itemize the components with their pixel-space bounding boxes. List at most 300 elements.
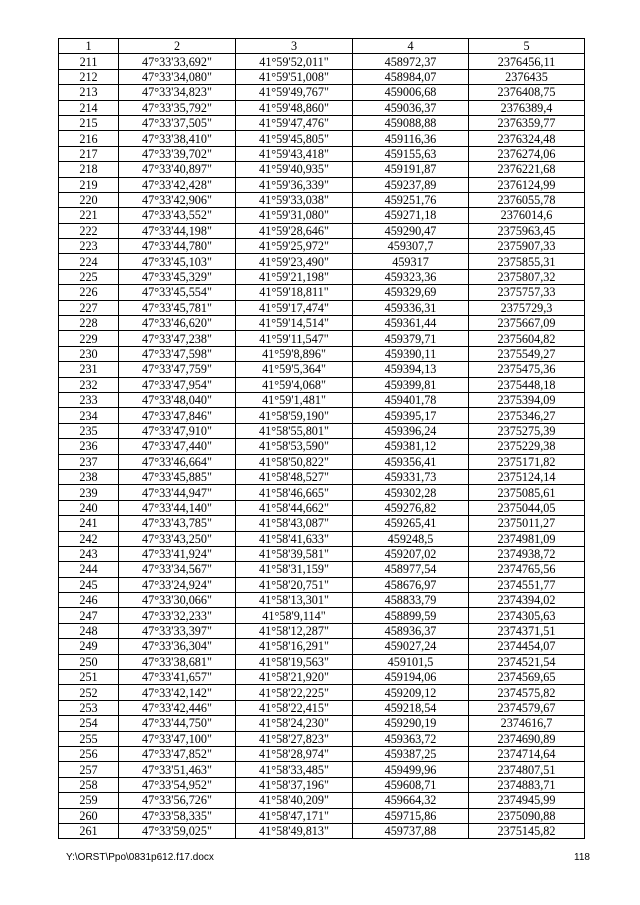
table-cell: 2375475,36 [469,362,585,377]
table-cell: 459499,96 [353,762,469,777]
table-row [59,146,585,161]
table-cell: 47°33'33,397" [119,623,236,638]
table-cell: 41°58'39,581" [236,546,353,561]
table-cell: 47°33'47,238" [119,331,236,346]
table-cell: 47°33'43,250" [119,531,236,546]
table-cell: 41°59'52,011" [236,54,353,69]
table-cell: 247 [59,608,119,623]
table-cell: 41°59'43,418" [236,146,353,161]
table-cell: 47°33'47,759" [119,362,236,377]
table-row [59,54,585,69]
table-cell: 41°59'1,481" [236,392,353,407]
table-cell: 47°33'44,140" [119,500,236,515]
table-cell: 41°58'59,190" [236,408,353,423]
table-cell: 459336,31 [353,300,469,315]
table-cell: 2374883,71 [469,777,585,792]
table-cell: 256 [59,746,119,761]
table-cell: 47°33'47,954" [119,377,236,392]
table-cell: 41°59'40,935" [236,162,353,177]
table-cell: 47°33'59,025" [119,823,236,838]
table-cell: 41°58'46,665" [236,485,353,500]
table-cell: 41°58'37,196" [236,777,353,792]
table-cell: 2375346,27 [469,408,585,423]
table-cell: 47°33'42,142" [119,685,236,700]
table-cell: 246 [59,593,119,608]
table-cell: 47°33'47,910" [119,423,236,438]
table-row [59,777,585,792]
table-cell: 2374938,72 [469,546,585,561]
table-cell: 459664,32 [353,793,469,808]
table-row [59,670,585,685]
table-cell: 41°59'14,514" [236,316,353,331]
table-cell: 227 [59,300,119,315]
table-cell: 2374575,82 [469,685,585,700]
table-cell: 2376274,06 [469,146,585,161]
table-cell: 459191,87 [353,162,469,177]
table-cell: 41°58'55,801" [236,423,353,438]
table-row [59,192,585,207]
table-cell: 2376055,78 [469,192,585,207]
table-cell: 459027,24 [353,639,469,654]
table-cell: 2374945,99 [469,793,585,808]
table-cell: 458676,97 [353,577,469,592]
table-row [59,654,585,669]
table-cell: 459248,5 [353,531,469,546]
table-row [59,346,585,361]
table-cell: 240 [59,500,119,515]
table-cell: 459290,47 [353,223,469,238]
table-row [59,316,585,331]
table-cell: 2376456,11 [469,54,585,69]
table-cell: 242 [59,531,119,546]
table-cell: 233 [59,392,119,407]
table-row [59,516,585,531]
table-row [59,362,585,377]
table-cell: 459399,81 [353,377,469,392]
table-row [59,593,585,608]
table-cell: 243 [59,546,119,561]
table-cell: 41°59'51,008" [236,69,353,84]
table-cell: 47°33'45,781" [119,300,236,315]
table-header-row [59,39,585,54]
table-cell: 231 [59,362,119,377]
table-cell: 41°59'48,860" [236,100,353,115]
table-cell: 47°33'36,304" [119,639,236,654]
table-cell: 459396,24 [353,423,469,438]
table-cell: 47°33'44,198" [119,223,236,238]
table-cell: 2374371,51 [469,623,585,638]
table-cell: 217 [59,146,119,161]
table-cell: 41°58'43,087" [236,516,353,531]
table-cell: 254 [59,716,119,731]
table-cell: 241 [59,516,119,531]
table-cell: 459363,72 [353,731,469,746]
table-row [59,608,585,623]
table-row [59,331,585,346]
table-cell: 232 [59,377,119,392]
table-cell: 261 [59,823,119,838]
table-cell: 41°59'31,080" [236,208,353,223]
table-cell: 255 [59,731,119,746]
table-cell: 215 [59,115,119,130]
table-cell: 47°33'45,554" [119,285,236,300]
coordinates-table [58,38,585,839]
table-cell: 2374690,89 [469,731,585,746]
table-cell: 459271,18 [353,208,469,223]
table-row [59,639,585,654]
table-cell: 229 [59,331,119,346]
table-cell: 41°58'22,415" [236,700,353,715]
table-cell: 459155,63 [353,146,469,161]
table-cell: 47°33'43,785" [119,516,236,531]
table-cell: 459290,19 [353,716,469,731]
table-cell: 41°59'8,896" [236,346,353,361]
table-cell: 228 [59,316,119,331]
table-cell: 47°33'47,846" [119,408,236,423]
table-cell: 2376435 [469,69,585,84]
table-cell: 236 [59,439,119,454]
table-cell: 47°33'48,040" [119,392,236,407]
table-row [59,577,585,592]
table-cell: 41°58'12,287" [236,623,353,638]
table-row [59,269,585,284]
table-cell: 230 [59,346,119,361]
table-cell: 459209,12 [353,685,469,700]
table-cell: 234 [59,408,119,423]
table-cell: 41°58'50,822" [236,454,353,469]
footer-file-path: Y:\ORST\Ppo\0831p612.f17.docx [66,852,214,863]
table-cell: 2374579,67 [469,700,585,715]
table-cell: 41°58'19,563" [236,654,353,669]
table-cell: 459361,44 [353,316,469,331]
table-cell: 235 [59,423,119,438]
table-row [59,423,585,438]
table-cell: 2375907,33 [469,239,585,254]
table-row [59,254,585,269]
table-cell: 41°58'48,527" [236,469,353,484]
table-cell: 459395,17 [353,408,469,423]
table-cell: 249 [59,639,119,654]
table-cell: 459116,36 [353,131,469,146]
table-cell: 41°58'22,225" [236,685,353,700]
table-row [59,69,585,84]
table-cell: 47°33'34,823" [119,85,236,100]
table-cell: 459608,71 [353,777,469,792]
table-cell: 258 [59,777,119,792]
table-cell: 47°33'51,463" [119,762,236,777]
table-cell: 211 [59,54,119,69]
table-cell: 41°58'44,662" [236,500,353,515]
table-cell: 459307,7 [353,239,469,254]
table-cell: 237 [59,454,119,469]
table-cell: 244 [59,562,119,577]
table-cell: 253 [59,700,119,715]
table-cell: 47°33'56,726" [119,793,236,808]
table-row [59,392,585,407]
table-cell: 2374454,07 [469,639,585,654]
table-cell: 41°59'21,198" [236,269,353,284]
table-cell: 2375667,09 [469,316,585,331]
table-cell: 459194,06 [353,670,469,685]
table-cell: 259 [59,793,119,808]
table-cell: 41°58'20,751" [236,577,353,592]
table-row [59,131,585,146]
table-cell: 47°33'44,780" [119,239,236,254]
footer-page-number: 118 [574,852,590,863]
table-cell: 257 [59,762,119,777]
table-cell: 2376359,77 [469,115,585,130]
table-row [59,300,585,315]
table-cell: 2375171,82 [469,454,585,469]
table-cell: 459356,41 [353,454,469,469]
table-cell: 41°58'24,230" [236,716,353,731]
table-cell: 214 [59,100,119,115]
table-cell: 459207,02 [353,546,469,561]
table-cell: 41°59'36,339" [236,177,353,192]
table-cell: 47°33'45,103" [119,254,236,269]
table-cell: 2374394,02 [469,593,585,608]
table-cell: 41°59'17,474" [236,300,353,315]
table-row [59,85,585,100]
table-cell: 47°33'40,897" [119,162,236,177]
table-cell: 41°58'41,633" [236,531,353,546]
header-cell-3: 3 [236,39,353,54]
table-cell: 2374551,77 [469,577,585,592]
table-cell: 223 [59,239,119,254]
table-cell: 459323,36 [353,269,469,284]
table-cell: 2375124,14 [469,469,585,484]
table-cell: 2376124,99 [469,177,585,192]
header-cell-1: 1 [59,39,119,54]
table-cell: 459265,41 [353,516,469,531]
table-cell: 41°59'23,490" [236,254,353,269]
table-cell: 47°33'39,702" [119,146,236,161]
table-row [59,439,585,454]
table-cell: 47°33'42,446" [119,700,236,715]
table-cell: 47°33'34,080" [119,69,236,84]
table-row [59,623,585,638]
table-cell: 239 [59,485,119,500]
table-cell: 459715,86 [353,808,469,823]
table-row [59,285,585,300]
table-row [59,115,585,130]
table-cell: 47°33'47,598" [119,346,236,361]
table-row [59,408,585,423]
table-cell: 260 [59,808,119,823]
table-cell: 47°33'38,410" [119,131,236,146]
table-cell: 226 [59,285,119,300]
table-cell: 47°33'46,620" [119,316,236,331]
table-row [59,208,585,223]
table-cell: 47°33'33,692" [119,54,236,69]
table-cell: 252 [59,685,119,700]
table-cell: 2376221,68 [469,162,585,177]
table-cell: 2375604,82 [469,331,585,346]
table-row [59,377,585,392]
table-row [59,454,585,469]
table-cell: 458936,37 [353,623,469,638]
table-cell: 41°59'11,547" [236,331,353,346]
table-cell: 47°33'41,924" [119,546,236,561]
table-cell: 47°33'45,885" [119,469,236,484]
table-cell: 459251,76 [353,192,469,207]
table-cell: 459006,68 [353,85,469,100]
table-cell: 47°33'38,681" [119,654,236,669]
table-cell: 2375085,61 [469,485,585,500]
table-cell: 47°33'42,906" [119,192,236,207]
table-cell: 47°33'47,100" [119,731,236,746]
table-cell: 2375729,3 [469,300,585,315]
table-cell: 459101,5 [353,654,469,669]
table-row [59,793,585,808]
table-row [59,531,585,546]
table-cell: 2374521,54 [469,654,585,669]
table-cell: 2374569,65 [469,670,585,685]
table-cell: 47°33'32,233" [119,608,236,623]
table-cell: 41°59'4,068" [236,377,353,392]
table-cell: 41°59'33,038" [236,192,353,207]
table-cell: 2376014,6 [469,208,585,223]
table-cell: 2374807,51 [469,762,585,777]
table-cell: 2374616,7 [469,716,585,731]
table-row [59,162,585,177]
table-cell: 459317 [353,254,469,269]
table-cell: 216 [59,131,119,146]
table-cell: 250 [59,654,119,669]
table-cell: 41°59'28,646" [236,223,353,238]
table-cell: 2375757,33 [469,285,585,300]
table-cell: 459401,78 [353,392,469,407]
table-cell: 2375394,09 [469,392,585,407]
table-row [59,716,585,731]
table-row [59,823,585,838]
table-cell: 41°58'21,920" [236,670,353,685]
table-cell: 47°33'46,664" [119,454,236,469]
table-row [59,808,585,823]
table-cell: 47°33'47,852" [119,746,236,761]
table-row [59,100,585,115]
table-cell: 47°33'41,657" [119,670,236,685]
table-cell: 47°33'42,428" [119,177,236,192]
table-cell: 459276,82 [353,500,469,515]
table-cell: 41°59'45,805" [236,131,353,146]
table-row [59,685,585,700]
table-cell: 458972,37 [353,54,469,69]
table-cell: 41°59'47,476" [236,115,353,130]
table-cell: 459302,28 [353,485,469,500]
table-cell: 2376324,48 [469,131,585,146]
table-cell: 41°58'28,974" [236,746,353,761]
table-cell: 459329,69 [353,285,469,300]
table-cell: 41°59'25,972" [236,239,353,254]
table-cell: 459387,25 [353,746,469,761]
table-cell: 41°58'53,590" [236,439,353,454]
table-cell: 41°58'27,823" [236,731,353,746]
table-cell: 41°58'40,209" [236,793,353,808]
table-cell: 47°33'47,440" [119,439,236,454]
table-cell: 47°33'34,567" [119,562,236,577]
table-cell: 2375448,18 [469,377,585,392]
table-cell: 41°58'47,171" [236,808,353,823]
table-cell: 2374765,56 [469,562,585,577]
table-row [59,239,585,254]
table-cell: 2375275,39 [469,423,585,438]
table-cell: 458984,07 [353,69,469,84]
table-cell: 47°33'35,792" [119,100,236,115]
table-cell: 41°59'18,811" [236,285,353,300]
table-cell: 2375145,82 [469,823,585,838]
table-cell: 41°58'31,159" [236,562,353,577]
table-row [59,700,585,715]
header-cell-2: 2 [119,39,236,54]
table-cell: 224 [59,254,119,269]
table-cell: 251 [59,670,119,685]
table-body [59,54,585,839]
table-cell: 218 [59,162,119,177]
table-cell: 47°33'54,952" [119,777,236,792]
table-row [59,177,585,192]
table-cell: 2375229,38 [469,439,585,454]
table-cell: 41°58'9,114" [236,608,353,623]
table-cell: 2375855,31 [469,254,585,269]
table-cell: 47°33'43,552" [119,208,236,223]
table-cell: 41°59'49,767" [236,85,353,100]
table-cell: 2375090,88 [469,808,585,823]
table-cell: 225 [59,269,119,284]
table-cell: 41°58'13,301" [236,593,353,608]
table-row [59,469,585,484]
table-cell: 458833,79 [353,593,469,608]
table-cell: 459737,88 [353,823,469,838]
table-cell: 2375963,45 [469,223,585,238]
table-cell: 2375549,27 [469,346,585,361]
table-cell: 220 [59,192,119,207]
header-cell-4: 4 [353,39,469,54]
table-cell: 459381,12 [353,439,469,454]
table-cell: 238 [59,469,119,484]
table-cell: 47°33'37,505" [119,115,236,130]
table-row [59,731,585,746]
table-cell: 222 [59,223,119,238]
table-cell: 2376389,4 [469,100,585,115]
table-cell: 2375044,05 [469,500,585,515]
table-cell: 41°59'5,364" [236,362,353,377]
table-cell: 2374981,09 [469,531,585,546]
table-cell: 459218,54 [353,700,469,715]
table-cell: 47°33'44,750" [119,716,236,731]
table-row [59,546,585,561]
table-cell: 47°33'45,329" [119,269,236,284]
table-cell: 47°33'44,947" [119,485,236,500]
table-cell: 47°33'24,924" [119,577,236,592]
table-cell: 458899,59 [353,608,469,623]
table-row [59,485,585,500]
table-cell: 213 [59,85,119,100]
table-row [59,762,585,777]
header-cell-5: 5 [469,39,585,54]
table-cell: 458977,54 [353,562,469,577]
table-cell: 219 [59,177,119,192]
table-cell: 2374305,63 [469,608,585,623]
table-cell: 459379,71 [353,331,469,346]
table-cell: 459088,88 [353,115,469,130]
table-cell: 2376408,75 [469,85,585,100]
table-cell: 2375807,32 [469,269,585,284]
table-cell: 47°33'30,066" [119,593,236,608]
table-cell: 245 [59,577,119,592]
table-cell: 41°58'33,485" [236,762,353,777]
table-cell: 459036,37 [353,100,469,115]
